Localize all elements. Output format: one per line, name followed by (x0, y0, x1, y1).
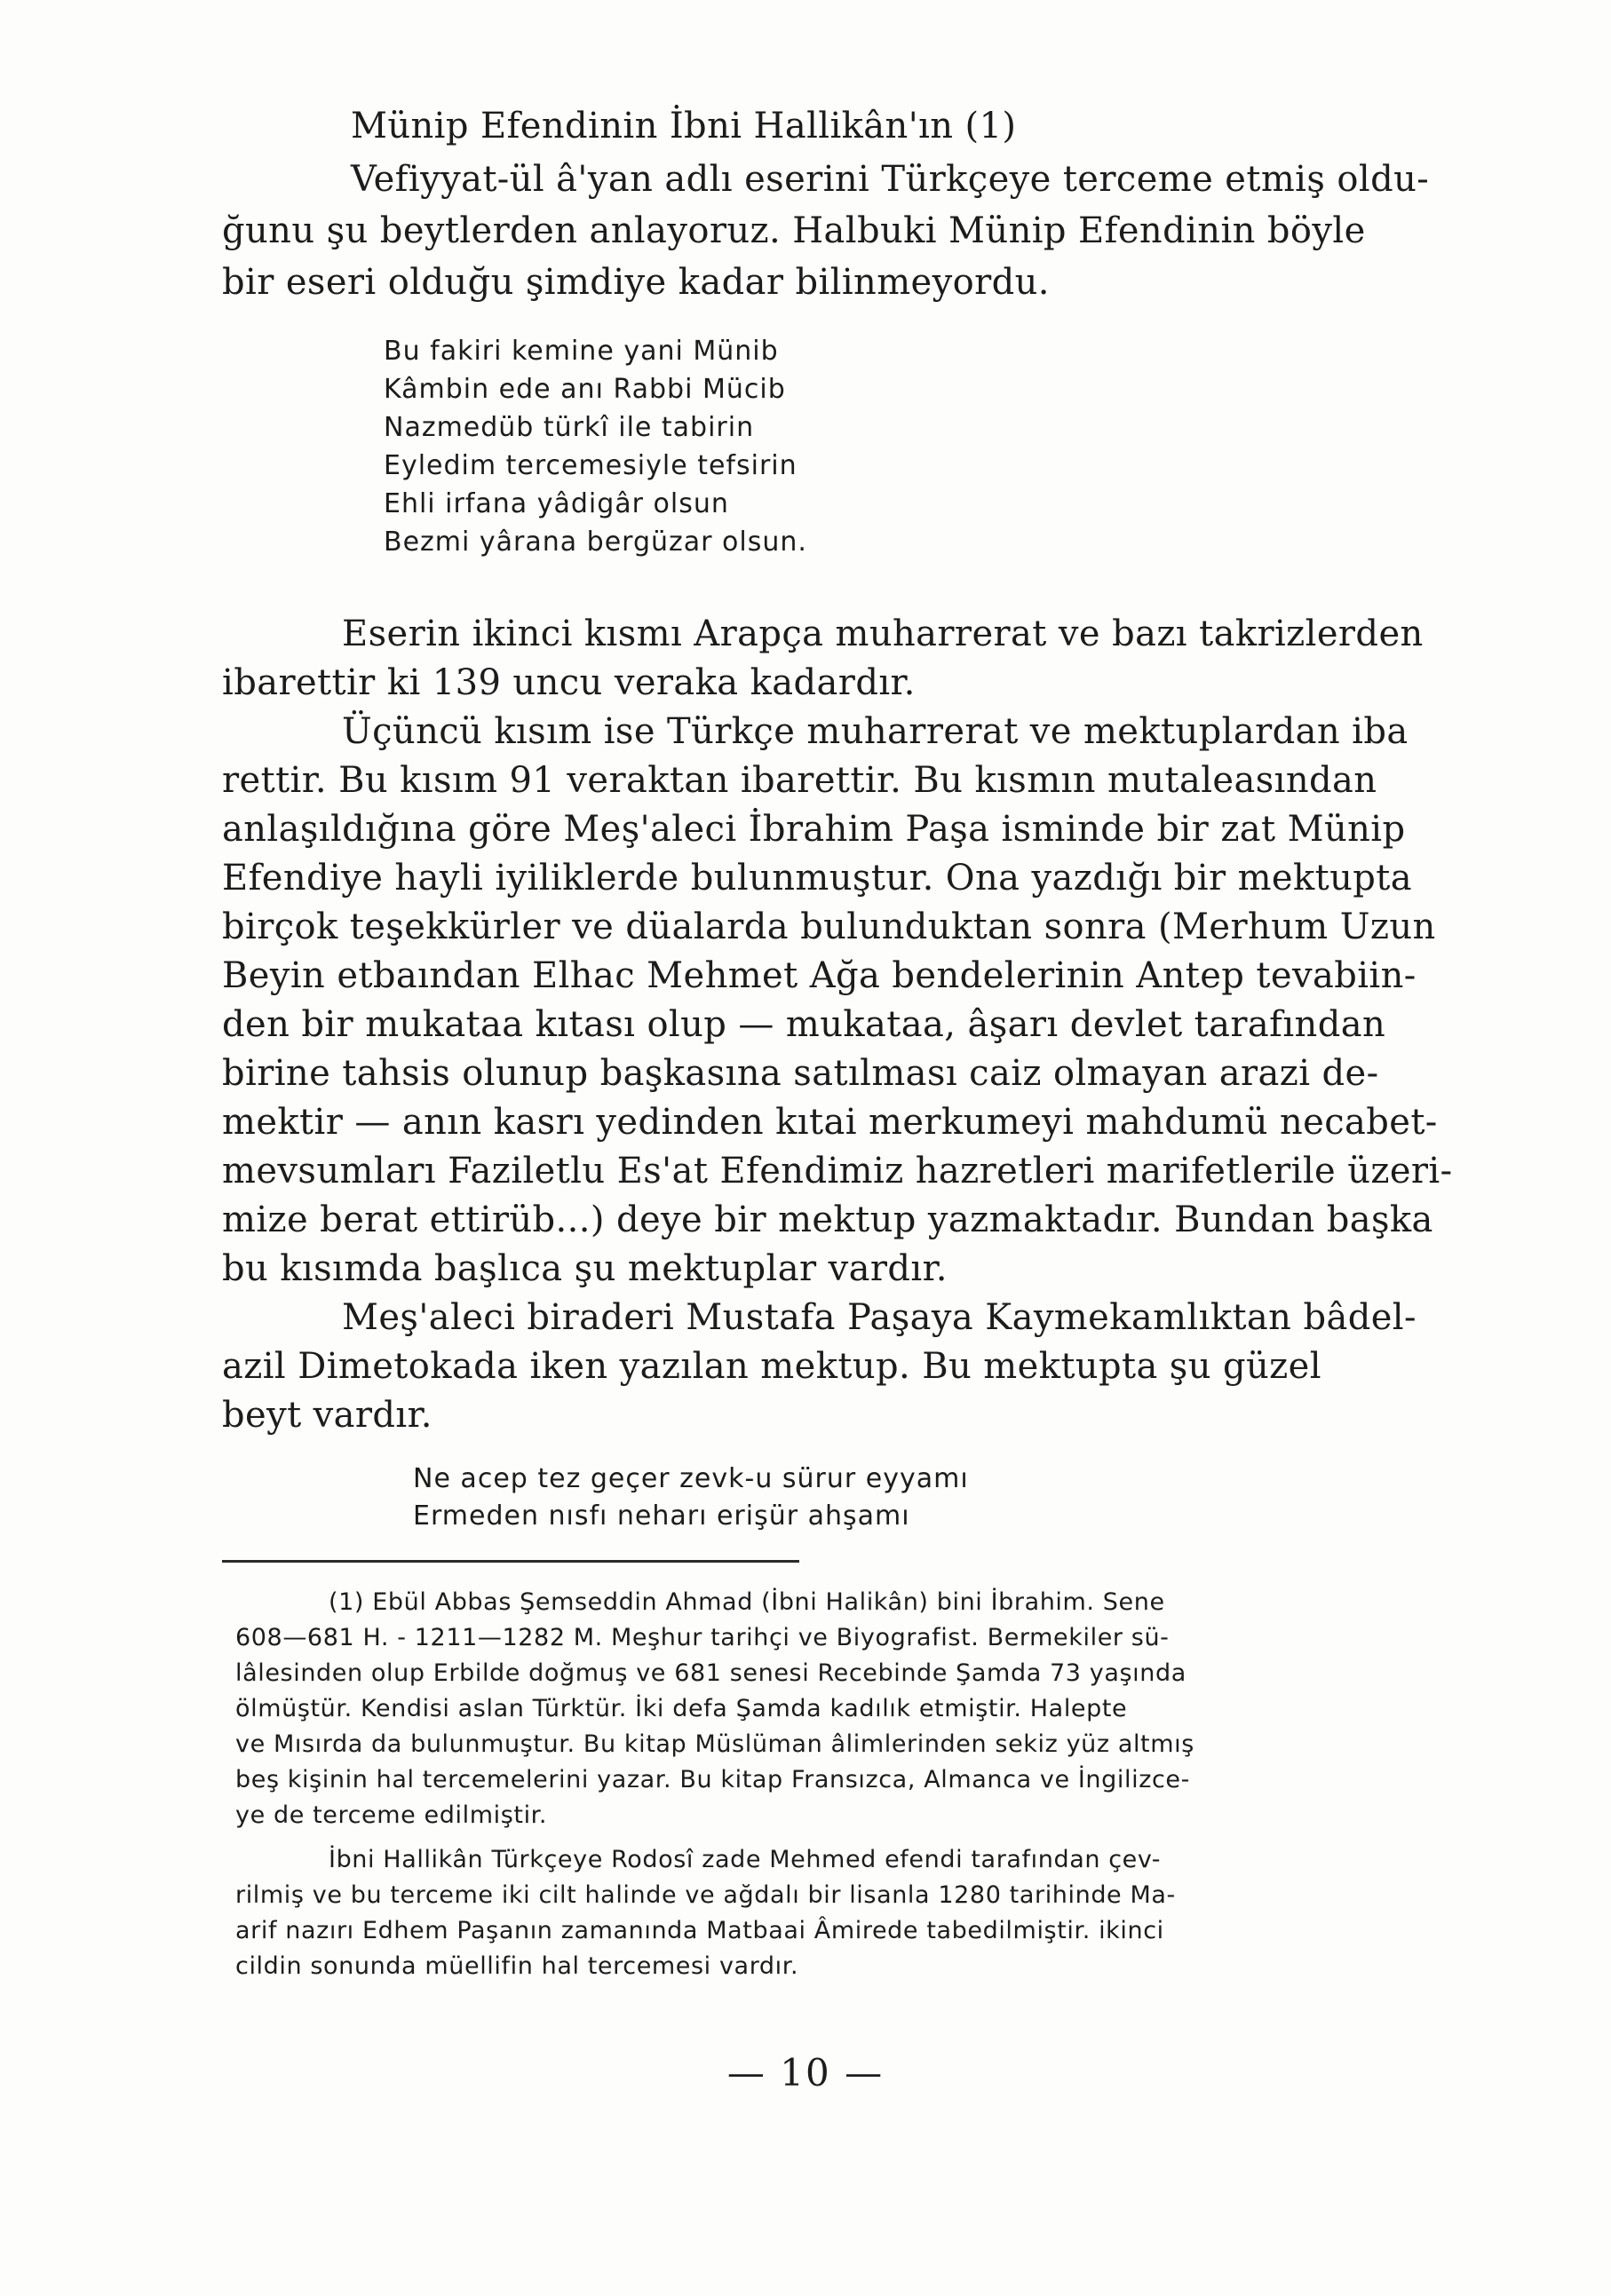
footnote-line: ve Mısırda da bulunmuştur. Bu kitap Müslüman âlimlerinden sekiz yüz altmış (235, 1730, 1194, 1758)
paragraph-1-line: Vefiyyat-ül â'yan adlı eserini Türkçeye terceme etmiş oldu- (351, 159, 1430, 200)
paragraph-3-line: birine tahsis olunup başkasına satılması caiz olmayan arazi de- (222, 1053, 1379, 1094)
paragraph-2-line: ibarettir ki 139 uncu veraka kadardır. (222, 662, 916, 703)
paragraph-3-line: birçok teşekkürler ve düalarda bulunduktan sonra (Merhum Uzun (222, 907, 1436, 947)
paragraph-3-line: Efendiye hayli iyiliklerde bulunmuştur. Ona yazdığı bir mektupta (222, 858, 1412, 899)
footnote-line: rilmiş ve bu terceme iki cilt halinde ve ağdalı bir lisanla 1280 tarihinde Ma- (235, 1881, 1176, 1909)
footnote-line: İbni Hallikân Türkçeye Rodosî zade Mehmed efendi tarafından çev- (329, 1846, 1162, 1873)
paragraph-2-line: Eserin ikinci kısmı Arapça muharrerat ve bazı takrizlerden (342, 614, 1424, 654)
footnote-line: arif nazırı Edhem Paşanın zamanında Matbaai Âmirede tabedilmiştir. ikinci (235, 1917, 1164, 1944)
paragraph-1-line: Münip Efendinin İbni Hallikân'ın (1) (351, 106, 1017, 146)
paragraph-4-line: Meş'aleci biraderi Mustafa Paşaya Kaymekamlıktan bâdel- (342, 1297, 1417, 1338)
paragraph-3-line: anlaşıldığına göre Meş'aleci İbrahim Paşa isminde bir zat Münip (222, 809, 1406, 850)
poem-1-line: Kâmbin ede anı Rabbi Mücib (384, 374, 786, 405)
poem-1-line: Nazmedüb türkî ile tabirin (384, 412, 755, 443)
footnote-line: beş kişinin hal tercemelerini yazar. Bu kitap Fransızca, Almanca ve İngilizce- (235, 1766, 1190, 1793)
page-number: — 10 — (726, 2051, 885, 2094)
poem-1-line: Bu fakiri kemine yani Münib (384, 336, 779, 367)
paragraph-1-line: ğunu şu beytlerden anlayoruz. Halbuki Münip Efendinin böyle (222, 210, 1366, 251)
paragraph-4-line: azil Dimetokada iken yazılan mektup. Bu mektupta şu güzel (222, 1346, 1321, 1387)
paragraph-3-line: rettir. Bu kısım 91 veraktan ibarettir. Bu kısmın mutaleasından (222, 760, 1377, 801)
poem-1-line: Ehli irfana yâdigâr olsun (384, 488, 729, 519)
poem-2-line: Ermeden nısfı neharı erişür ahşamı (413, 1500, 910, 1532)
footnote-line: ye de terceme edilmiştir. (235, 1801, 548, 1829)
footnote-line: cildin sonunda müellifin hal tercemesi vardır. (235, 1952, 799, 1980)
footnote-separator (222, 1560, 799, 1563)
paragraph-3-line: Üçüncü kısım ise Türkçe muharrerat ve mektuplardan iba (342, 711, 1409, 752)
paragraph-1-line: bir eseri olduğu şimdiye kadar bilinmeyordu. (222, 262, 1050, 303)
paragraph-4-line: beyt vardır. (222, 1395, 433, 1436)
poem-1-line: Bezmi yârana bergüzar olsun. (384, 526, 807, 558)
paragraph-3-line: Beyin etbaından Elhac Mehmet Ağa bendelerinin Antep tevabiin- (222, 955, 1417, 996)
poem-2-line: Ne acep tez geçer zevk-u sürur eyyamı (413, 1463, 969, 1494)
paragraph-3-line: mevsumları Faziletlu Es'at Efendimiz hazretleri marifetlerile üzeri- (222, 1151, 1453, 1192)
footnote-line: lâlesinden olup Erbilde doğmuş ve 681 senesi Recebinde Şamda 73 yaşında (235, 1659, 1186, 1687)
paragraph-3-line: den bir mukataa kıtası olup — mukataa, âşarı devlet tarafından (222, 1004, 1386, 1045)
footnote-line: (1) Ebül Abbas Şemseddin Ahmad (İbni Halikân) bini İbrahim. Sene (329, 1588, 1165, 1616)
poem-1-line: Eyledim tercemesiyle tefsirin (384, 450, 798, 481)
paragraph-3-line: bu kısımda başlıca şu mektuplar vardır. (222, 1248, 948, 1289)
paragraph-3-line: mize berat ettirüb...) deye bir mektup yazmaktadır. Bundan başka (222, 1199, 1433, 1240)
footnote-line: 608—681 H. - 1211—1282 M. Meşhur tarihçi ve Biyografist. Bermekiler sü- (235, 1624, 1170, 1651)
footnote-line: ölmüştür. Kendisi aslan Türktür. İki defa Şamda kadılık etmiştir. Halepte (235, 1695, 1128, 1722)
paragraph-3-line: mektir — anın kasrı yedinden kıtai merkumeyi mahdumü necabet- (222, 1102, 1438, 1143)
